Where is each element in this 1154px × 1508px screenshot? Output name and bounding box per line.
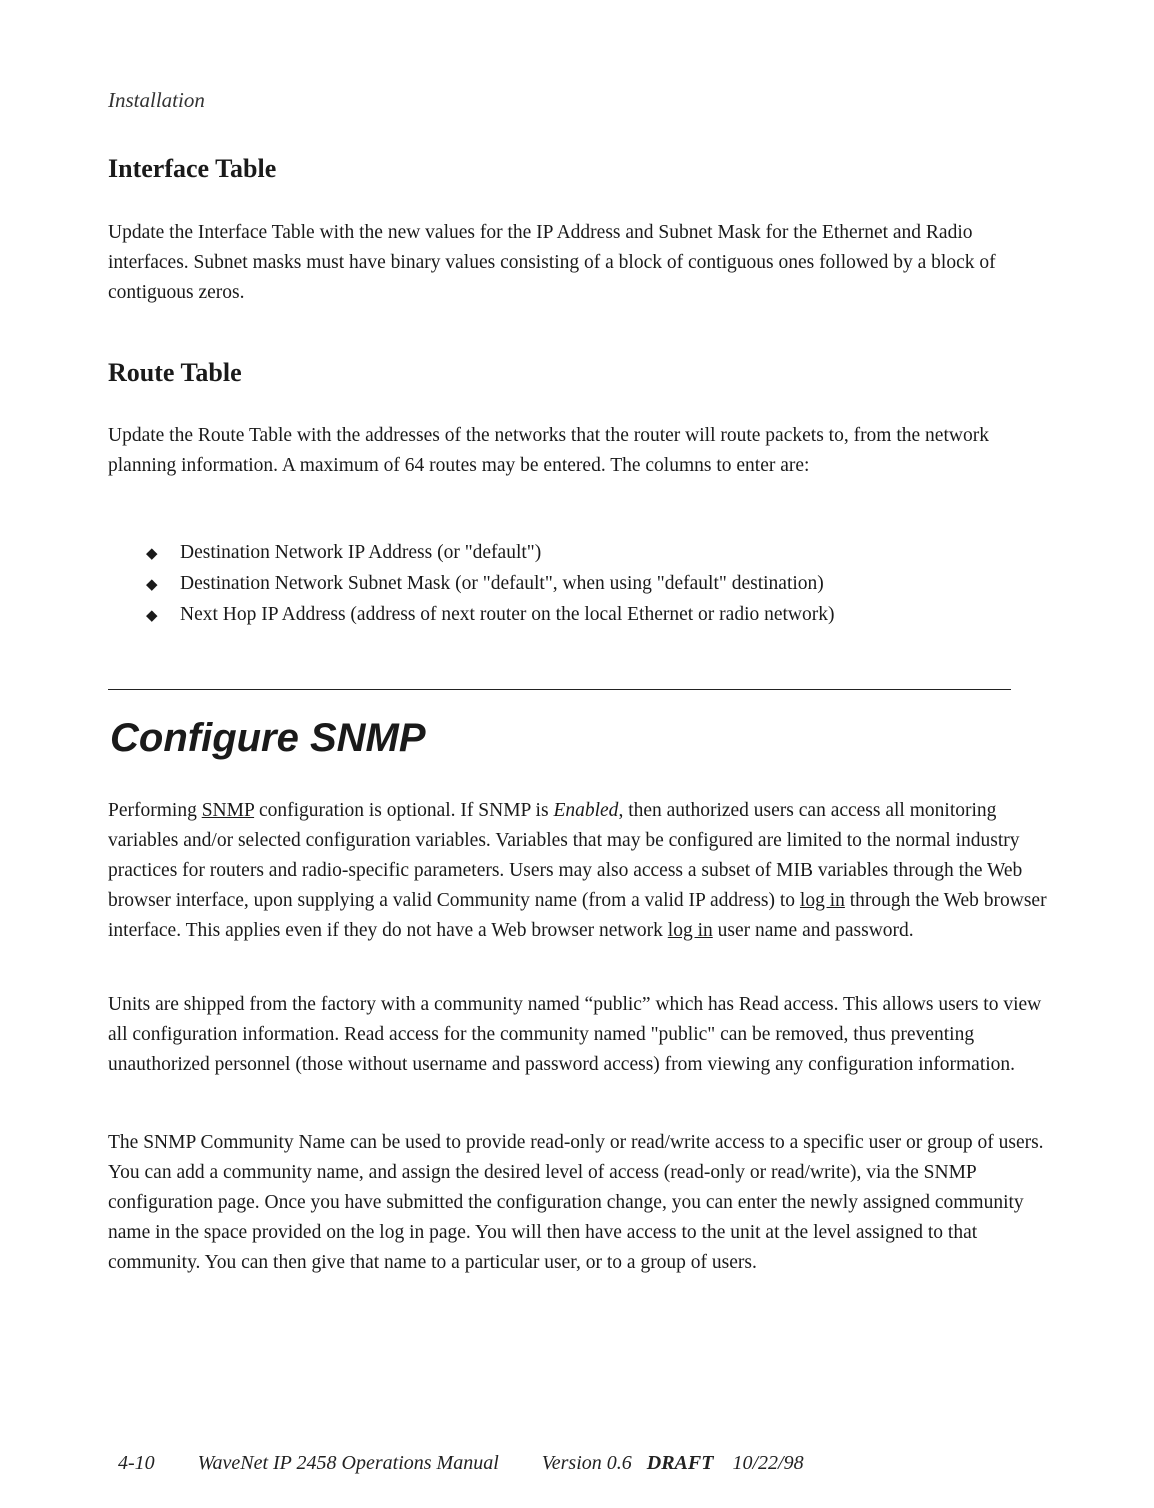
list-item (146, 538, 1026, 569)
route-table-paragraph: Update the Route Table with the addresses of the networks that the router will route packets to, from the network planning information. A maximum of 64 routes may be entered. The columns to enter are: (108, 425, 989, 476)
list-item (146, 600, 1026, 631)
diamond-bullet-icon: ◆ (146, 608, 158, 624)
configure-snmp-heading: Configure SNMP (110, 716, 426, 760)
list-item (146, 569, 1026, 600)
page-number: 4-10 (118, 1452, 155, 1474)
route-columns-list (146, 538, 1026, 631)
section-divider (108, 689, 1011, 690)
diamond-bullet-icon: ◆ (146, 577, 158, 593)
manual-title: WaveNet IP 2458 Operations Manual (197, 1452, 499, 1474)
snmp-link[interactable]: SNMP (201, 800, 255, 821)
snmp-paragraph-3: The SNMP Community Name can be used to provide read-only or read/write access to a specific user or group of users. You can add a community name, and assign the desired level of access (read-only or read/write), via the SNMP configuration page. Once you have submitted the configuration change, you can enter the newly assigned community name in the space provided on the log in page. You will then have access to the unit at the level assigned to that community. You can then give that name to a particular user, or to a group of users. (108, 1132, 1044, 1273)
page-footer (118, 1452, 804, 1475)
list-item-text: Next Hop IP Address (address of next router on the local Ethernet or radio network) (180, 604, 835, 625)
draft-label: DRAFT (646, 1452, 714, 1474)
interface-table-paragraph: Update the Interface Table with the new values for the IP Address and Subnet Mask for the Ethernet and Radio interfaces. Subnet masks must have binary values consisting of a block of contiguous ones followed by a block of contiguous zeros. (108, 222, 996, 303)
list-item-text: Destination Network Subnet Mask (or "default", when using "default" destination) (180, 573, 824, 594)
list-item-text: Destination Network IP Address (or "default") (180, 542, 542, 563)
text-run: configuration is optional. If SNMP is (254, 800, 554, 821)
log-in-link[interactable]: log in (799, 890, 845, 911)
snmp-paragraph-2: Units are shipped from the factory with a community named “public” which has Read access. This allows users to view all configuration information. Read access for the community named "public" can be removed, thus preventing unauthorized personnel (those without username and password access) from viewing any configuration information. (108, 994, 1042, 1075)
route-table-heading: Route Table (108, 358, 242, 387)
running-header: Installation (108, 88, 205, 112)
text-run: through the Web browser interface. This applies even if they do not have a Web browser network (108, 890, 1047, 941)
diamond-bullet-icon: ◆ (146, 546, 158, 562)
log-in-link[interactable]: log in (667, 920, 713, 941)
footer-date: 10/22/98 (732, 1452, 804, 1474)
interface-table-heading: Interface Table (108, 154, 277, 183)
snmp-paragraph-1 (108, 796, 1048, 946)
version-label: Version 0.6 (541, 1452, 632, 1474)
text-run: , then authorized users can access all monitoring variables and/or selected configuration variables. Variables that may be configured are limited to the normal industry practices for routers and radio-specific parameters. Users may also access a subset of MIB variables through the Web browser interface, upon supplying a valid Community name (from a valid IP address) to (108, 800, 1023, 911)
text-run: user name and password. (712, 920, 914, 941)
enabled-term: Enabled (553, 800, 619, 821)
text-run: Performing (108, 800, 202, 821)
